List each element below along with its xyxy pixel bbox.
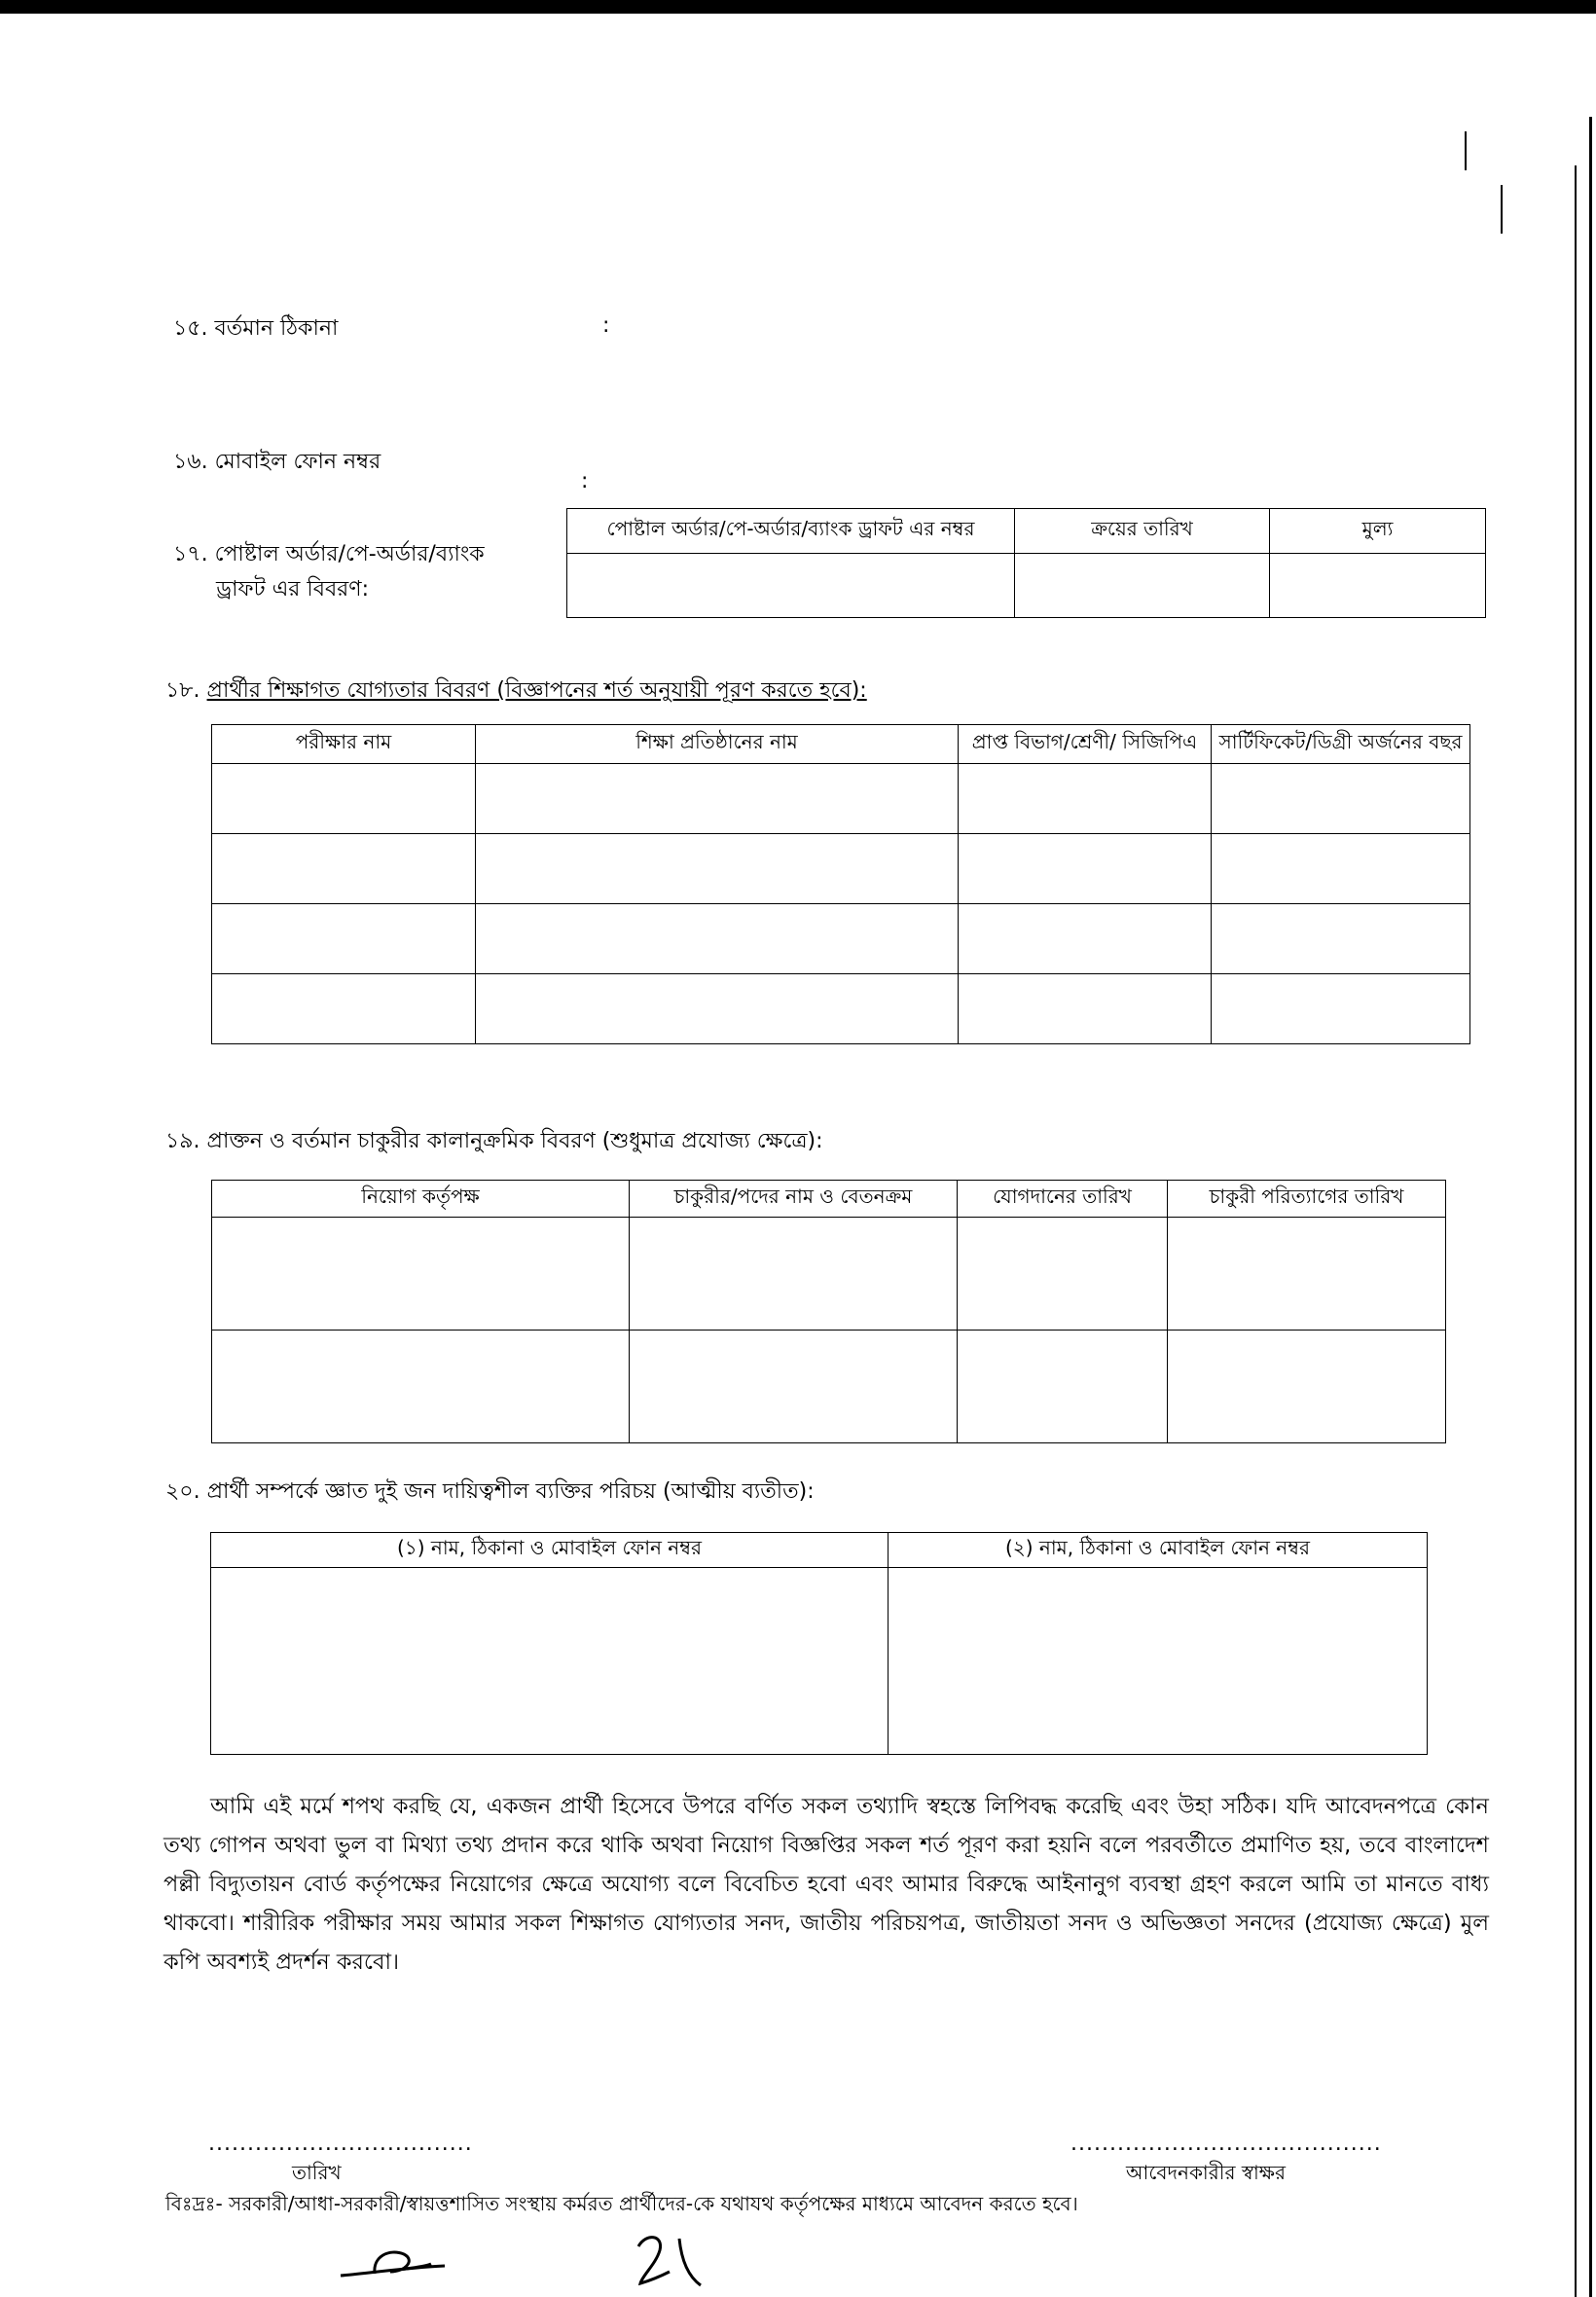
payment-label-line1: ১৭. পোষ্টাল অর্ডার/পে-অর্ডার/ব্যাংক: [173, 542, 485, 566]
payment-date-cell[interactable]: [1015, 554, 1270, 618]
payment-number-cell[interactable]: [567, 554, 1015, 618]
table-row: [212, 974, 1470, 1044]
scan-top-border: [0, 0, 1596, 14]
table-cell[interactable]: [212, 1218, 630, 1331]
table-cell[interactable]: [1168, 1331, 1446, 1443]
employment-header-authority: নিয়োগ কর্তৃপক্ষ: [212, 1181, 630, 1218]
table-cell[interactable]: [476, 904, 959, 974]
table-cell[interactable]: [1212, 834, 1470, 904]
table-cell[interactable]: [476, 834, 959, 904]
payment-details-label: [173, 537, 485, 607]
signature-dotted-line: ........................................: [1070, 2132, 1382, 2156]
table-cell[interactable]: [959, 904, 1212, 974]
table-cell[interactable]: [1212, 904, 1470, 974]
date-label: তারিখ: [292, 2161, 342, 2184]
reference-2-cell[interactable]: [889, 1568, 1428, 1755]
employment-header-leave-date: চাকুরী পরিত্যাগের তারিখ: [1168, 1181, 1446, 1218]
employment-header-join-date: যোগদানের তারিখ: [958, 1181, 1168, 1218]
table-cell[interactable]: [959, 974, 1212, 1044]
education-header-institution: শিক্ষা প্রতিষ্ঠানের নাম: [476, 725, 959, 764]
table-cell[interactable]: [476, 974, 959, 1044]
scan-edge-line: [1589, 117, 1592, 2297]
scan-edge-line: [1575, 165, 1577, 2297]
table-cell[interactable]: [958, 1218, 1168, 1331]
declaration-paragraph: আমি এই মর্মে শপথ করছি যে, একজন প্রার্থী হিসেবে উপরে বর্ণিত সকল তথ্যাদি স্বহস্তে লিপিবদ্ধ করেছি এবং উহা সঠিক। যদি আবেদনপত্রে কোন তথ্য গোপন অথবা ভুল বা মিথ্যা তথ্য প্রদান করে থাকি অথবা নিয়োগ বিজ্ঞপ্তির সকল শর্ত পূরণ করা হয়নি বলে পরবর্তীতে প্রমাণিত হয়, তবে বাংলাদেশ পল্লী বিদ্যুতায়ন বোর্ড কর্তৃপক্ষের নিয়োগের ক্ষেত্রে অযোগ্য বলে বিবেচিত হবো এবং আমার বিরুদ্ধে আইনানুগ ব্যবস্থা গ্রহণ করলে আমি তা মানতে বাধ্য থাকবো। শারীরিক পরীক্ষার সময় আমার সকল শিক্ষাগত যোগ্যতার সনদ, জাতীয় পরিচয়পত্র, জাতীয়তা সনদ ও অভিজ্ঞতা সনদের (প্রযোজ্য ক্ষেত্রে) মুল কপি অবশ্যই প্রদর্শন করবো।: [163, 1794, 1489, 1975]
references-section-title: ২০. প্রার্থী সম্পর্কে জ্ঞাত দুই জন দায়িত্বশীল ব্যক্তির পরিচয় (আত্মীয় ব্যতীত):: [165, 1479, 815, 1504]
table-cell[interactable]: [1212, 764, 1470, 834]
payment-header-amount: মুল্য: [1270, 509, 1486, 554]
handwritten-initial-mark: [336, 2239, 453, 2287]
payment-header-date: ক্রয়ের তারিখ: [1015, 509, 1270, 554]
reference-header-1: (১) নাম, ঠিকানা ও মোবাইল ফোন নম্বর: [211, 1533, 889, 1568]
table-cell[interactable]: [1168, 1218, 1446, 1331]
date-dotted-line: ..................................: [208, 2132, 473, 2156]
reference-header-2: (২) নাম, ঠিকানা ও মোবাইল ফোন নম্বর: [889, 1533, 1428, 1568]
payment-header-number: পোষ্টাল অর্ডার/পে-অর্ডার/ব্যাংক ড্রাফট এর নম্বর: [567, 509, 1015, 554]
table-row: [212, 1331, 1446, 1443]
table-cell[interactable]: [1212, 974, 1470, 1044]
present-address-colon: :: [602, 313, 610, 338]
mobile-number-label: ১৬. মোবাইল ফোন নম্বর: [173, 450, 381, 474]
present-address-label: ১৫. বর্তমান ঠিকানা: [173, 316, 339, 341]
table-cell[interactable]: [212, 904, 476, 974]
table-cell[interactable]: [212, 764, 476, 834]
applicant-signature-label: আবেদনকারীর স্বাক্ষর: [1126, 2161, 1286, 2184]
scan-edge-line: [1501, 185, 1503, 234]
payment-details-table: [566, 508, 1486, 618]
table-row: [212, 1218, 1446, 1331]
employment-section-title: ১৯. প্রাক্তন ও বর্তমান চাকুরীর কালানুক্রমিক বিবরণ (শুধুমাত্র প্রযোজ্য ক্ষেত্রে):: [165, 1129, 823, 1153]
employment-table: [211, 1180, 1446, 1443]
education-section-number: ১৮.: [165, 678, 200, 703]
education-header-division: প্রাপ্ত বিভাগ/শ্রেণী/ সিজিপিএ: [959, 725, 1212, 764]
table-cell[interactable]: [630, 1218, 958, 1331]
employment-header-post: চাকুরীর/পদের নাম ও বেতনক্রম: [630, 1181, 958, 1218]
references-table: [210, 1532, 1428, 1755]
handwritten-page-number: [633, 2229, 710, 2292]
education-header-year: সার্টিফিকেট/ডিগ্রী অর্জনের বছর: [1212, 725, 1470, 764]
table-cell[interactable]: [959, 834, 1212, 904]
table-cell[interactable]: [212, 1331, 630, 1443]
table-cell[interactable]: [212, 974, 476, 1044]
table-row: [212, 764, 1470, 834]
table-cell[interactable]: [958, 1331, 1168, 1443]
payment-amount-cell[interactable]: [1270, 554, 1486, 618]
scan-edge-line: [1465, 131, 1467, 170]
footnote: বিঃদ্রঃ- সরকারী/আধা-সরকারী/স্বায়ত্তশাসিত সংস্থায় কর্মরত প্রার্থীদের-কে যথাযথ কর্তৃপক্ষের মাধ্যমে আবেদন করতে হবে।: [165, 2192, 1078, 2215]
table-cell[interactable]: [630, 1331, 958, 1443]
reference-1-cell[interactable]: [211, 1568, 889, 1755]
education-section-heading: প্রার্থীর শিক্ষাগত যোগ্যতার বিবরণ (বিজ্ঞাপনের শর্ত অনুযায়ী পূরণ করতে হবে):: [206, 678, 867, 703]
education-header-exam: পরীক্ষার নাম: [212, 725, 476, 764]
table-row: [212, 834, 1470, 904]
education-section-title: [165, 678, 867, 704]
table-cell[interactable]: [476, 764, 959, 834]
mobile-number-colon: :: [581, 469, 589, 493]
table-cell[interactable]: [959, 764, 1212, 834]
payment-label-line2: ড্রাফট এর বিবরণ:: [216, 577, 370, 602]
table-cell[interactable]: [212, 834, 476, 904]
education-table: [211, 724, 1470, 1044]
table-row: [212, 904, 1470, 974]
